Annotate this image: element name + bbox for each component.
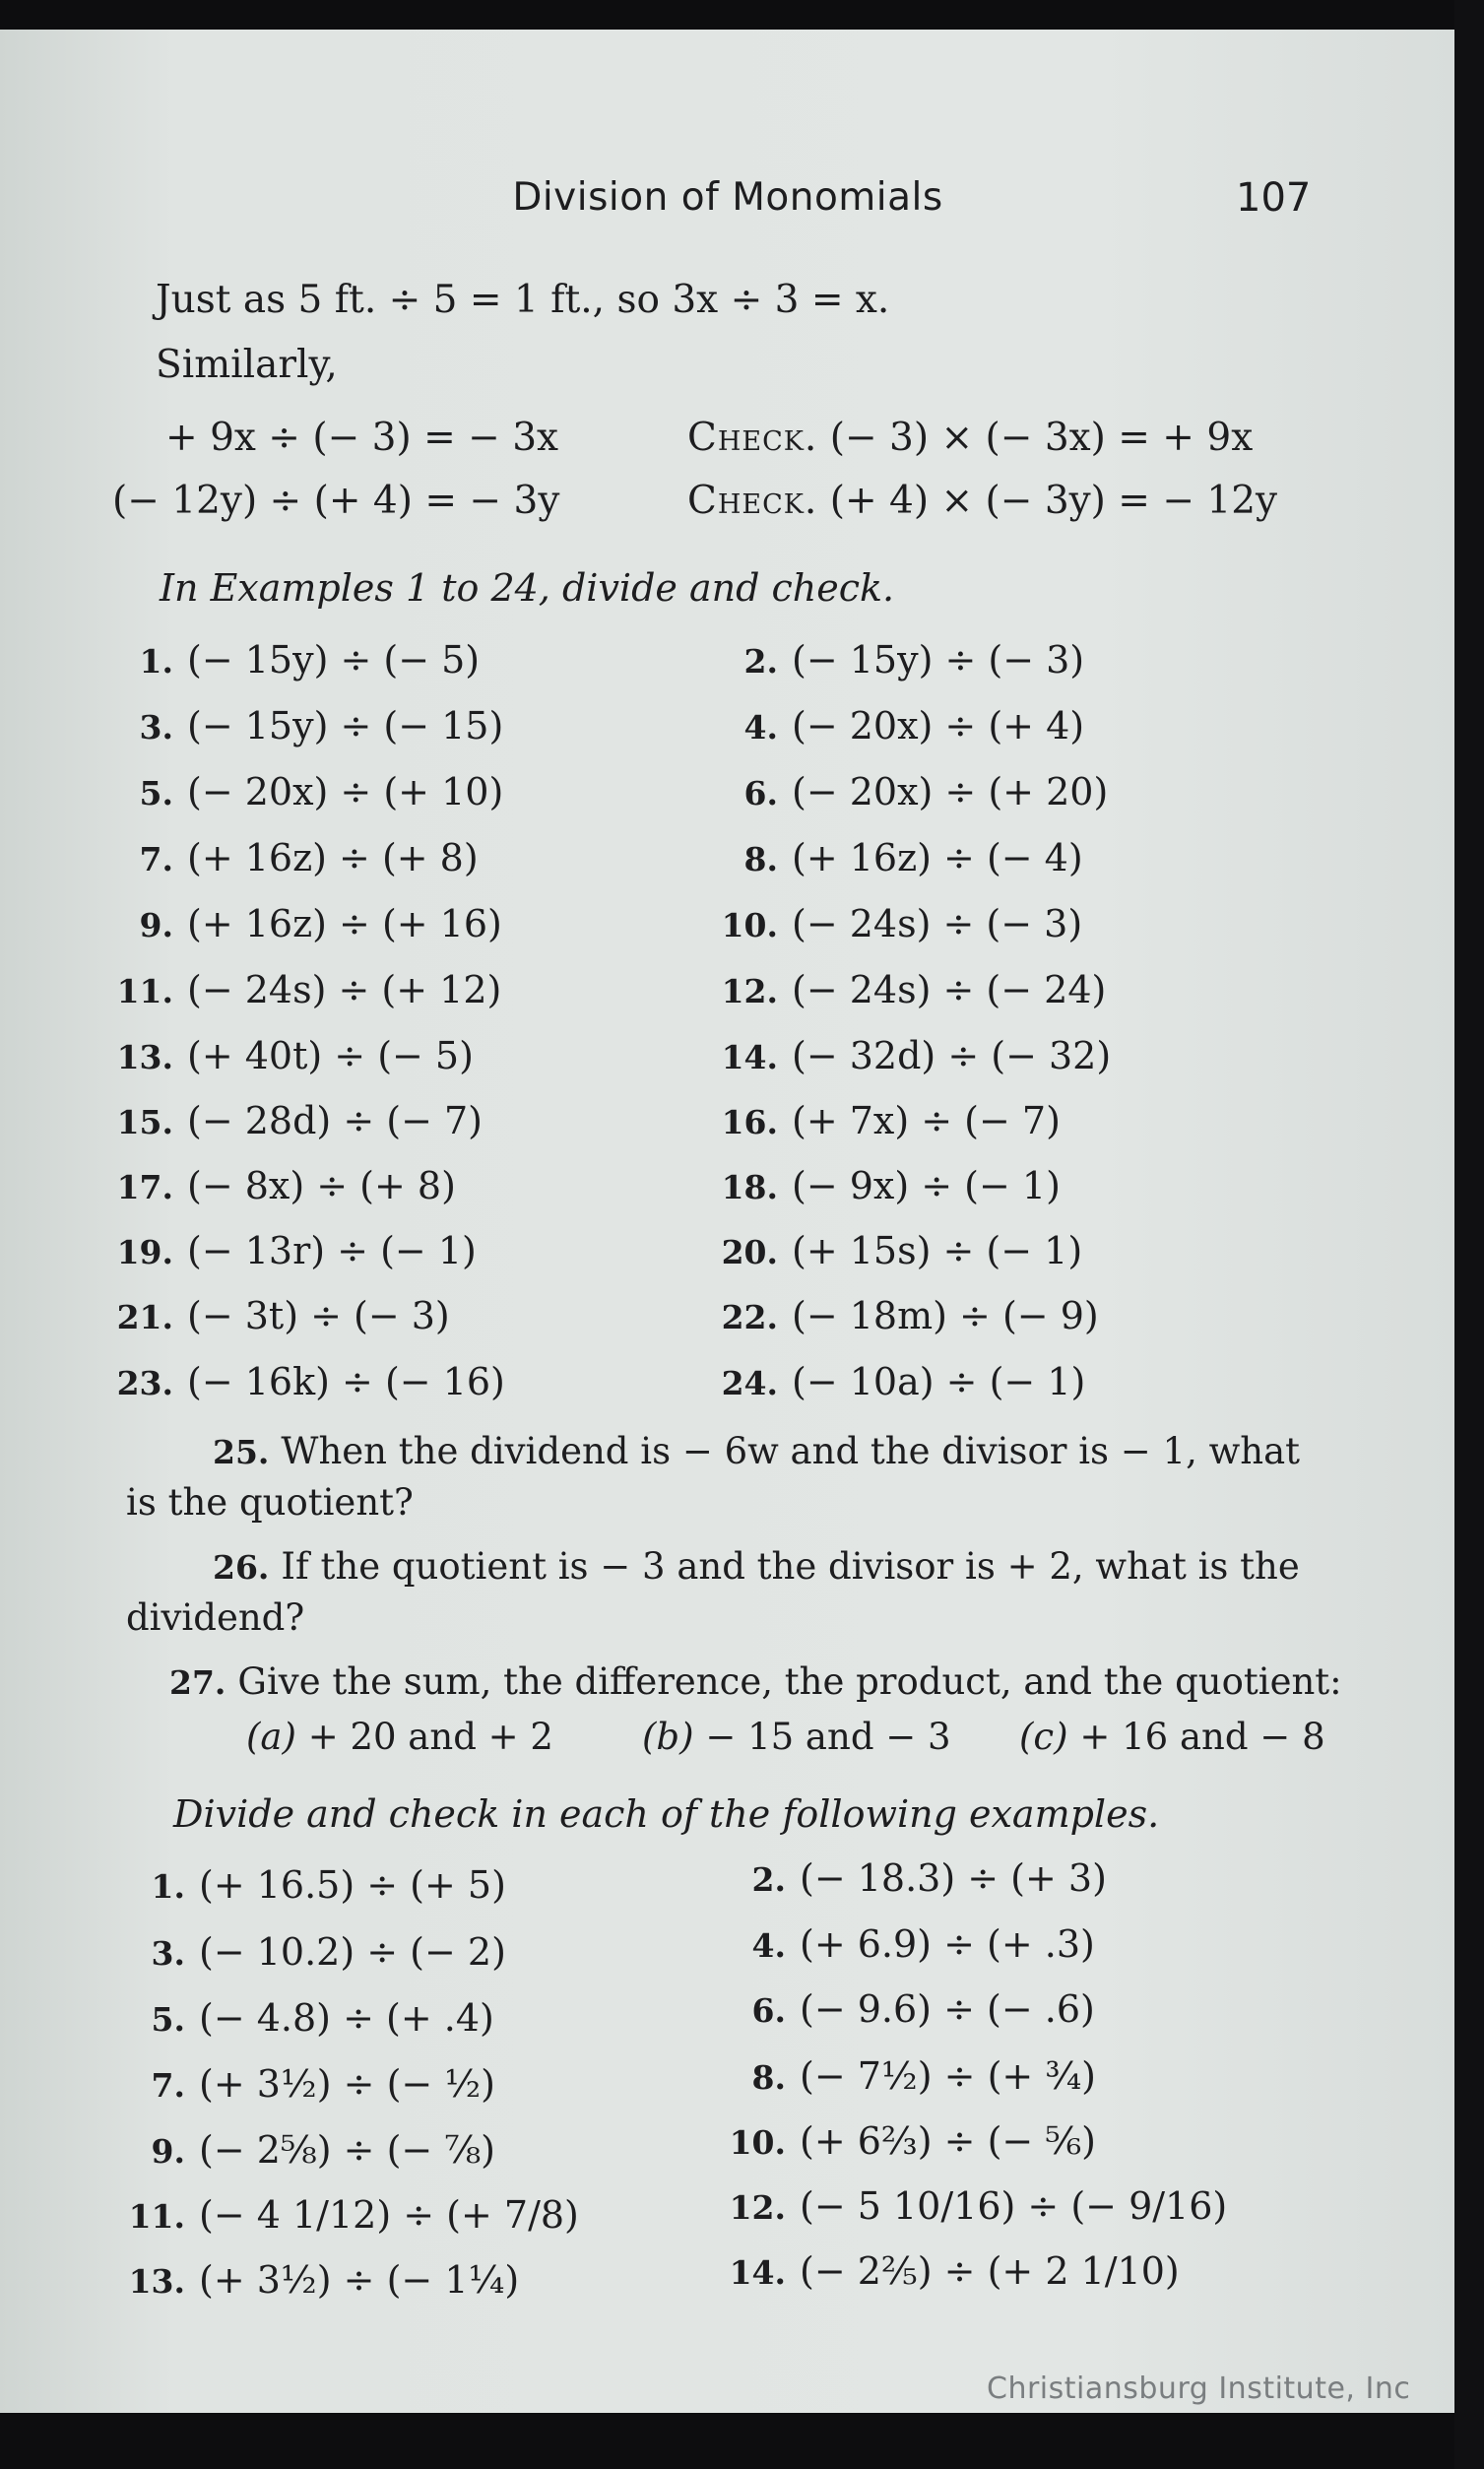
problem-number: 20. [721,1233,778,1271]
check-label: Check. [687,479,818,523]
problem-number: 10. [721,906,778,944]
problem-item [721,1034,1111,1077]
problem-number: 27. [169,1663,226,1702]
problem-expression: (− 16k) ÷ (− 16) [187,1360,505,1403]
problem-item [729,1922,1095,1966]
problem-number: 24. [721,1364,778,1402]
problem-number: 26. [213,1548,270,1587]
problem-number: 1. [139,642,173,681]
problem-expression: (+ 16z) ÷ (− 4) [792,836,1083,879]
problem-item [721,1164,1061,1207]
worked-example: + 9x ÷ (− 3) = − 3x [165,416,559,460]
word-problem [126,1426,1327,1527]
part-label: (b) [642,1716,694,1758]
running-title: Division of Monomials [512,175,943,220]
problem-number: 3. [151,1934,185,1973]
problem-number: 14. [721,1038,778,1076]
problem-item [729,1987,1095,2031]
problem-item [128,2258,519,2302]
problem-expression: (− 24s) ÷ (+ 12) [187,968,502,1011]
problem-expression: (− 24s) ÷ (− 3) [792,902,1083,945]
problem-expression: (− 5 10/16) ÷ (− 9/16) [800,2184,1228,2228]
problem-number: 13. [116,1038,173,1076]
problem-item [729,2119,1096,2163]
problem-item [116,704,503,747]
part-label: (a) [246,1716,296,1758]
problem-number: 22. [721,1298,778,1336]
problem-number: 21. [116,1298,173,1336]
problem-expression: (+ 3½) ÷ (− 1¼) [199,2258,520,2302]
problem-number: 6. [751,1991,786,2030]
problem-item [721,968,1106,1011]
problem-expression: (− 2⅖) ÷ (+ 2 1/10) [800,2249,1180,2293]
problem-expression: (− 9.6) ÷ (− .6) [800,1987,1095,2031]
problem-number: 8. [751,2058,786,2097]
problem-number: 16. [721,1103,778,1141]
problem-expression: (+ 3½) ÷ (− ½) [199,2062,495,2106]
problem-expression: (− 24s) ÷ (− 24) [792,968,1107,1011]
problem-item [128,1863,506,1907]
problem-number: 15. [116,1103,173,1141]
problem-expression: (− 20x) ÷ (+ 10) [187,770,504,813]
problem-expression: (− 15y) ÷ (− 5) [187,638,481,682]
problem-number: 7. [151,2066,185,2105]
problem-expression: (− 3t) ÷ (− 3) [187,1294,450,1337]
problem-item [116,1164,456,1207]
problem-item [721,770,1108,813]
problem-expression: (+ 6.9) ÷ (+ .3) [800,1922,1095,1966]
problem-number: 3. [139,708,173,747]
problem-expression: (− 10a) ÷ (− 1) [792,1360,1086,1403]
problem-number: 14. [729,2253,786,2292]
problem-expression: (+ 16.5) ÷ (+ 5) [199,1863,506,1907]
problem-expression: (− 13r) ÷ (− 1) [187,1229,477,1272]
problem-item [721,1360,1085,1403]
problem-27-part [246,1716,553,1758]
problem-expression: (− 18m) ÷ (− 9) [792,1294,1099,1337]
book-edge-shadow [1454,0,1484,2469]
problem-number: 18. [721,1168,778,1206]
problem-number: 5. [139,774,173,812]
problem-item [116,1229,477,1272]
problem-expression: (− 9x) ÷ (− 1) [792,1164,1061,1207]
problem-item [721,1294,1099,1337]
problem-number: 10. [729,2123,786,2162]
problem-expression: (− 4.8) ÷ (+ .4) [199,1996,494,2040]
problem-expression: (+ 6⅔) ÷ (− ⅚) [800,2119,1096,2163]
problem-number: 7. [139,840,173,878]
problem-item [128,2128,495,2172]
problem-number: 12. [721,972,778,1010]
problem-item [729,2054,1096,2098]
check-line [687,479,1277,523]
part-text: + 20 and + 2 [307,1716,553,1758]
problem-expression: (− 15y) ÷ (− 3) [792,638,1085,682]
problem-item [116,1034,474,1077]
problem-expression: (− 20x) ÷ (+ 20) [792,770,1109,813]
problem-27-part [1019,1716,1325,1758]
problem-number: 11. [116,972,173,1010]
problem-item [721,836,1083,879]
problem-expression: (− 15y) ÷ (− 15) [187,704,504,747]
problem-expression: (+ 16z) ÷ (+ 16) [187,902,502,945]
intro-line: Just as 5 ft. ÷ 5 = 1 ft., so 3x ÷ 3 = x. [156,278,890,322]
worked-example: (− 12y) ÷ (+ 4) = − 3y [112,479,560,523]
problem-number: 9. [151,2132,185,2171]
problem-item [116,836,479,879]
problem-item [721,902,1082,945]
problem-expression: (− 10.2) ÷ (− 2) [199,1930,506,1974]
problem-item [729,2249,1180,2293]
page-number: 107 [1236,175,1312,221]
problem-number: 8. [743,840,778,878]
check-expression: (− 3) × (− 3x) = + 9x [829,416,1254,460]
problem-item [128,2062,495,2106]
book-page [0,30,1455,2413]
word-problem-text: When the dividend is − 6w and the divisor is − 1, what is the quotient? [126,1430,1301,1524]
problem-number: 5. [151,2000,185,2039]
problem-item [721,704,1084,747]
problem-item [116,1099,483,1142]
problem-expression: (+ 40t) ÷ (− 5) [187,1034,474,1077]
problem-item [116,968,501,1011]
part-text: + 16 and − 8 [1079,1716,1325,1758]
word-problem-text: If the quotient is − 3 and the divisor is + 2, what is the dividend? [126,1545,1300,1639]
problem-item [128,2193,579,2237]
problem-expression: (− 20x) ÷ (+ 4) [792,704,1085,747]
problem-item [116,638,480,682]
check-label: Check. [687,416,818,460]
problem-expression: (− 18.3) ÷ (+ 3) [800,1856,1107,1900]
problem-number: 9. [139,906,173,944]
check-expression: (+ 4) × (− 3y) = − 12y [829,479,1278,523]
problem-number: 1. [151,1867,185,1906]
problem-number: 4. [743,708,778,747]
problem-expression: (+ 16z) ÷ (+ 8) [187,836,479,879]
problem-number: 23. [116,1364,173,1402]
section-instruction: In Examples 1 to 24, divide and check. [160,566,895,610]
problem-item [128,1996,494,2040]
problem-number: 11. [128,2197,185,2236]
check-line [687,416,1253,460]
problem-27-part [642,1716,951,1758]
problem-item [729,1856,1107,1900]
problem-number: 2. [751,1860,786,1899]
problem-item [116,902,502,945]
problem-number: 2. [743,642,778,681]
intro-line: Similarly, [156,343,338,387]
word-problem [169,1657,1371,1708]
problem-expression: (− 2⅝) ÷ (− ⅞) [199,2128,495,2172]
problem-number: 25. [213,1433,270,1471]
word-problem-text: Give the sum, the difference, the product, and the quotient: [237,1660,1342,1703]
problem-number: 6. [743,774,778,812]
problem-number: 4. [751,1926,786,1965]
problem-item [128,1930,506,1974]
problem-expression: (− 32d) ÷ (− 32) [792,1034,1112,1077]
problem-item [116,1360,505,1403]
part-label: (c) [1019,1716,1068,1758]
problem-expression: (− 8x) ÷ (+ 8) [187,1164,456,1207]
problem-item [729,2184,1227,2228]
problem-expression: (− 7½) ÷ (+ ¾) [800,2054,1096,2098]
watermark: Christiansburg Institute, Inc [987,2372,1411,2406]
problem-item [721,638,1084,682]
section-instruction: Divide and check in each of the following examples. [173,1792,1160,1836]
problem-expression: (+ 7x) ÷ (− 7) [792,1099,1061,1142]
problem-item [116,770,503,813]
problem-number: 19. [116,1233,173,1271]
problem-item [721,1229,1082,1272]
word-problem [126,1541,1327,1643]
part-text: − 15 and − 3 [705,1716,951,1758]
problem-item [116,1294,450,1337]
problem-expression: (− 28d) ÷ (− 7) [187,1099,483,1142]
problem-number: 13. [128,2262,185,2301]
problem-expression: (− 4 1/12) ÷ (+ 7/8) [199,2193,579,2237]
problem-number: 12. [729,2188,786,2227]
problem-number: 17. [116,1168,173,1206]
problem-item [721,1099,1061,1142]
problem-expression: (+ 15s) ÷ (− 1) [792,1229,1083,1272]
